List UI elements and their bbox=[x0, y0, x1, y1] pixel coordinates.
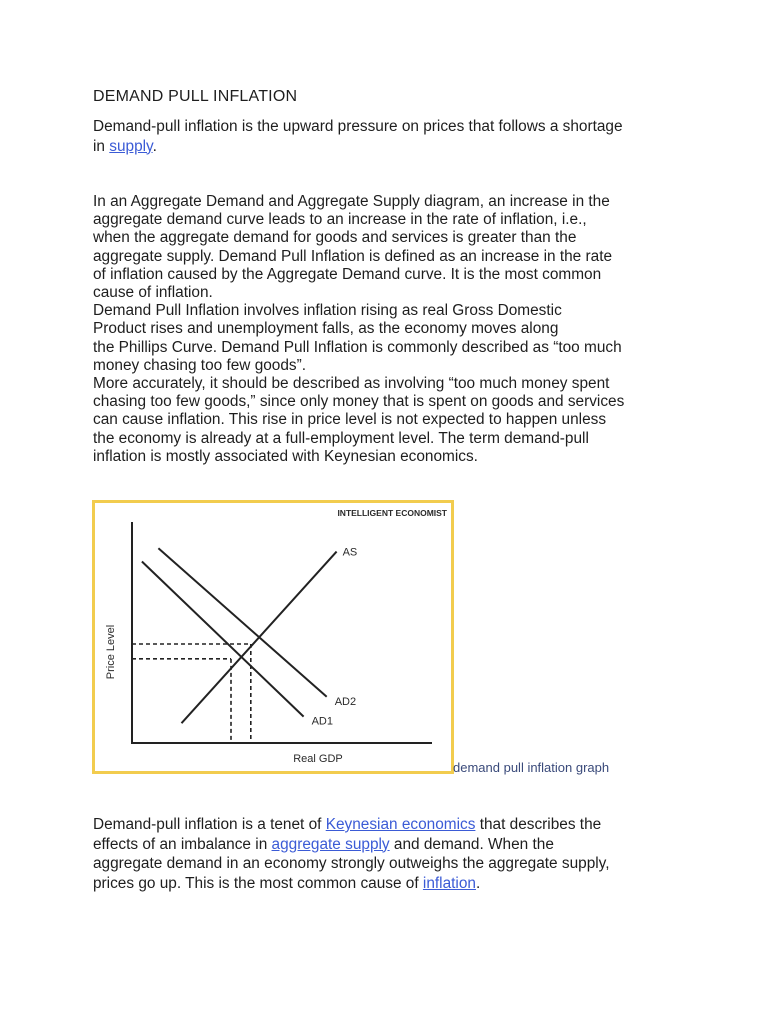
body-line: inflation is mostly associated with Keynesian economics. bbox=[93, 447, 478, 465]
figure-caption: demand pull inflation graph bbox=[453, 760, 610, 775]
chart-brand: INTELLIGENT ECONOMIST bbox=[337, 508, 447, 518]
intro-line-2 bbox=[93, 137, 683, 157]
chart-frame bbox=[94, 502, 453, 773]
body-line: chasing too few goods,” since only money that is spent on goods and services bbox=[93, 393, 625, 411]
body-line: the Phillips Curve. Demand Pull Inflation is commonly described as “too much bbox=[93, 338, 622, 356]
ad2-curve-label: AD2 bbox=[334, 695, 357, 708]
body-line: aggregate supply. Demand Pull Inflation is defined as an increase in the rate bbox=[93, 247, 613, 265]
inflation-link[interactable]: inflation bbox=[422, 874, 476, 892]
body-line: Demand Pull Inflation involves inflation rising as real Gross Domestic bbox=[93, 302, 562, 320]
body-line: the economy is already at a full-employment level. The term demand-pull bbox=[93, 429, 589, 447]
body-line: of inflation caused by the Aggregate Demand curve. It is the most common bbox=[93, 265, 602, 283]
closing-text: prices go up. This is the most common cause of bbox=[93, 874, 423, 892]
intro-paragraph bbox=[93, 117, 683, 156]
closing-line-3: aggregate demand in an economy strongly outweighs the aggregate supply, bbox=[93, 855, 610, 872]
closing-line-1 bbox=[93, 815, 683, 835]
body-line: when the aggregate demand for goods and services is greater than the bbox=[93, 229, 577, 247]
body-line: In an Aggregate Demand and Aggregate Supply diagram, an increase in the bbox=[93, 193, 610, 210]
keynesian-economics-link[interactable]: Keynesian economics bbox=[325, 816, 476, 833]
demand-pull-graph-figure bbox=[92, 500, 454, 774]
intro-line-1: Demand-pull inflation is the upward pressure on prices that follows a shortage bbox=[93, 118, 623, 135]
y-axis-label: Price Level bbox=[105, 624, 117, 680]
closing-text: that describes the bbox=[475, 816, 602, 833]
page-title: DEMAND PULL INFLATION bbox=[93, 88, 298, 105]
body-line: More accurately, it should be described as involving “too much money spent bbox=[93, 375, 610, 393]
x-axis-label: Real GDP bbox=[293, 753, 343, 765]
intro-prefix: in bbox=[93, 137, 110, 155]
closing-text: . bbox=[475, 874, 481, 892]
ad1-curve-label: AD1 bbox=[311, 715, 334, 728]
closing-line-2 bbox=[93, 835, 683, 855]
closing-text: and demand. When the bbox=[389, 835, 554, 853]
closing-text: effects of an imbalance in bbox=[93, 835, 272, 853]
aggregate-supply-link[interactable]: aggregate supply bbox=[271, 835, 390, 853]
body-line: can cause inflation. This rise in price level is not expected to happen unless bbox=[93, 411, 607, 429]
body-line: cause of inflation. bbox=[93, 284, 213, 302]
intro-suffix: . bbox=[152, 137, 157, 155]
as-curve-label: AS bbox=[342, 546, 358, 559]
supply-link[interactable]: supply bbox=[109, 137, 153, 155]
body-paragraph bbox=[93, 193, 683, 466]
body-line: aggregate demand curve leads to an increase in the rate of inflation, i.e., bbox=[93, 211, 587, 229]
closing-text: Demand-pull inflation is a tenet of bbox=[93, 816, 326, 833]
body-line: money chasing too few goods”. bbox=[93, 356, 307, 374]
body-line: Product rises and unemployment falls, as the economy moves along bbox=[93, 320, 559, 338]
closing-paragraph bbox=[93, 815, 683, 893]
closing-line-4 bbox=[93, 874, 683, 894]
ad-as-chart bbox=[92, 500, 454, 774]
